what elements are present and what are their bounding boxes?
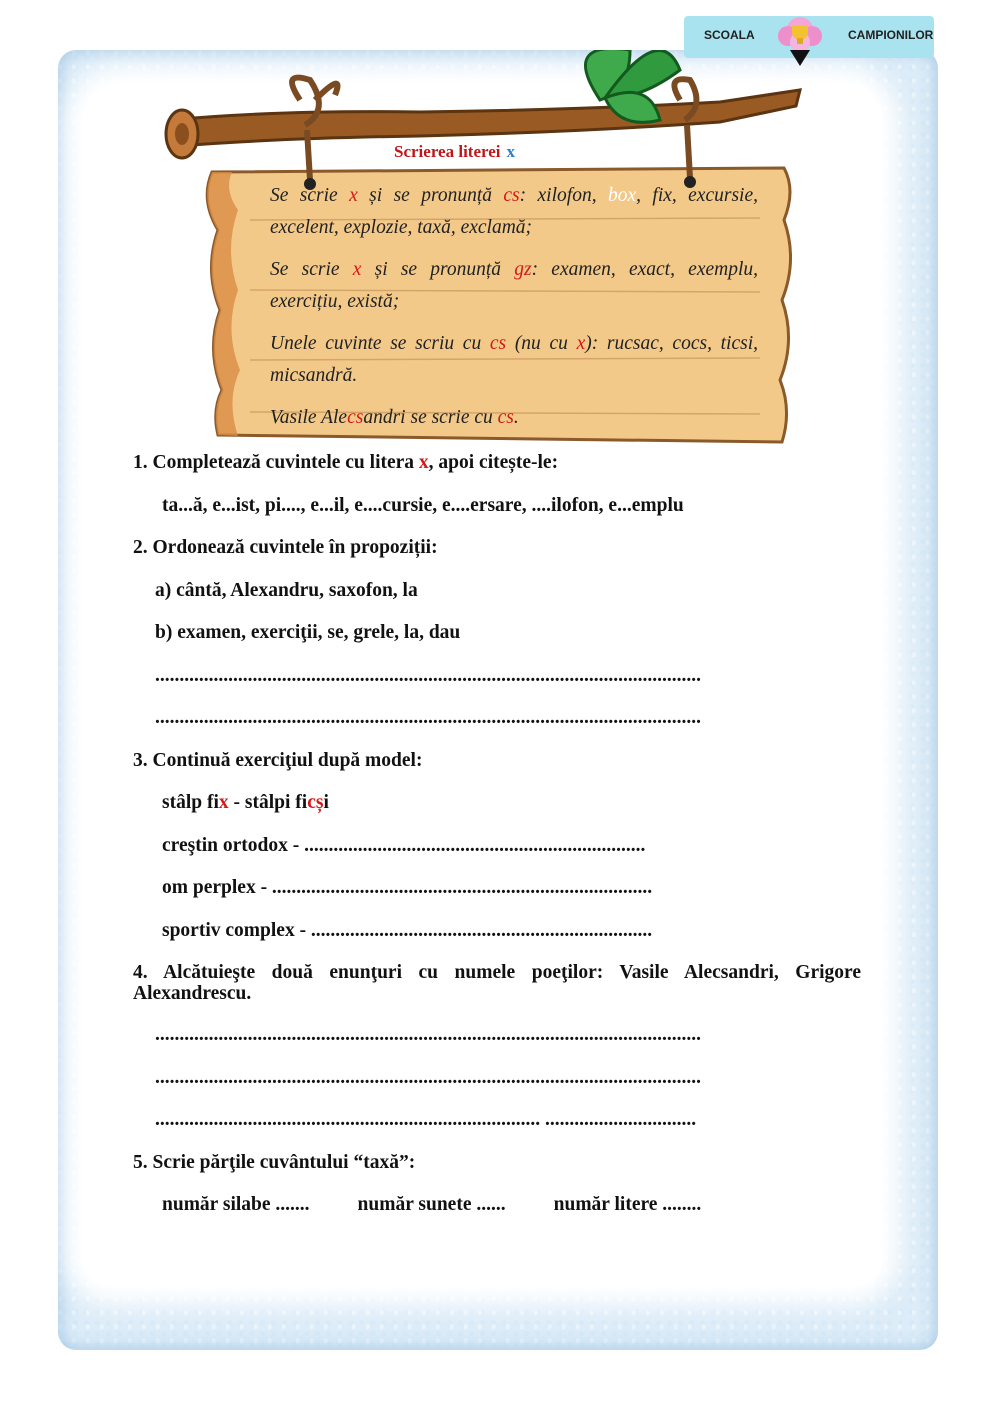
sign-title-letter: x bbox=[506, 142, 516, 161]
highlight-cs: cs bbox=[503, 185, 520, 206]
syllable-count-field[interactable]: număr silabe ....... bbox=[162, 1194, 310, 1215]
highlight-x: x bbox=[418, 452, 429, 473]
exercise-3-title: 3. Continuă exerciţiul după model: bbox=[133, 749, 423, 771]
logo-left-text: SCOALA bbox=[704, 28, 755, 42]
answer-line[interactable]: ............................................................................... ............................... bbox=[155, 1109, 697, 1130]
text-span: , fix, excursie, excelent, explozie, taxă, exclamă; bbox=[270, 185, 758, 238]
exercise-5-title: 5. Scrie părţile cuvântului “taxă”: bbox=[133, 1151, 416, 1173]
answer-line[interactable]: ................................................................................................................ bbox=[155, 1024, 701, 1045]
sign-title-text: Scrierea literei bbox=[394, 142, 501, 161]
answer-line[interactable]: ................................................................................................................ bbox=[155, 664, 701, 686]
logo-right-text: CAMPIONILOR bbox=[848, 28, 934, 42]
text-span: , apoi citește-le: bbox=[428, 452, 559, 473]
exercise-2-a: a) cântă, Alexandru, saxofon, la bbox=[155, 579, 418, 601]
highlight-x: x bbox=[352, 259, 362, 280]
text-span: : examen, exact, exemplu, exercițiu, există; bbox=[270, 259, 758, 312]
highlight-gz: gz bbox=[514, 259, 532, 280]
answer-line[interactable]: ................................................................................................................ bbox=[155, 707, 701, 728]
rule-cs bbox=[270, 180, 758, 244]
rule-exceptions bbox=[270, 328, 758, 392]
rule-alecsandri bbox=[270, 402, 758, 434]
sound-count-field[interactable]: număr sunete ...... bbox=[357, 1194, 506, 1215]
highlight-cs: cs bbox=[497, 407, 514, 428]
answer-line[interactable]: ................................................................................................................ bbox=[155, 1066, 701, 1088]
rule-gz bbox=[270, 254, 758, 318]
highlight-x: x bbox=[576, 333, 586, 354]
highlight-cs: cs bbox=[347, 407, 364, 428]
text-span: și se pronunță bbox=[361, 259, 515, 280]
letter-count-field[interactable]: număr litere ........ bbox=[553, 1194, 702, 1215]
exercises bbox=[133, 452, 861, 1237]
text-span: - stâlpi fi bbox=[228, 792, 308, 813]
rule-text bbox=[270, 180, 758, 444]
exercise-5-fields bbox=[133, 1194, 861, 1237]
exercise-3-item-1[interactable]: creştin ortodox - ...................................................................... bbox=[162, 834, 646, 856]
sign-title bbox=[394, 142, 515, 162]
highlight-cs: cs bbox=[489, 333, 507, 354]
exercise-3-model bbox=[133, 792, 861, 835]
text-span: Se scrie bbox=[270, 185, 350, 206]
exercise-4-title: 4. Alcătuieşte două enunţuri cu numele poeţilor: Vasile Alecsandri, Grigore Alexandrescu. bbox=[133, 962, 861, 1004]
text-span: și se pronunță bbox=[357, 185, 504, 206]
text-span: andri se scrie cu bbox=[363, 407, 498, 428]
text-span: Se scrie bbox=[270, 259, 353, 280]
text-span: ): rucsac, cocs, ticsi, micsandră. bbox=[270, 333, 759, 386]
text-span: i bbox=[323, 792, 329, 813]
text-span: (nu cu bbox=[506, 333, 577, 354]
text-span: . bbox=[513, 407, 519, 428]
exercise-3-item-2[interactable]: om perplex - .............................................................................. bbox=[162, 877, 653, 898]
text-span: stâlp fi bbox=[162, 792, 219, 813]
exercise-1-title bbox=[133, 452, 861, 495]
text-span: : xilofon, bbox=[519, 185, 608, 206]
highlight-x: x bbox=[349, 185, 358, 206]
exercise-3-item-3[interactable]: sportiv complex - ...................................................................... bbox=[162, 919, 653, 941]
highlight-cs: cș bbox=[307, 792, 324, 813]
text-span: 1. Completează cuvintele cu litera bbox=[133, 452, 419, 473]
exercise-2-title: 2. Ordonează cuvintele în propoziții: bbox=[133, 537, 438, 558]
word-box: box bbox=[607, 185, 637, 206]
text-span: Vasile Ale bbox=[270, 407, 348, 428]
exercise-2-b: b) examen, exerciţii, se, grele, la, dau bbox=[155, 622, 461, 643]
highlight-x: x bbox=[218, 792, 229, 813]
exercise-1-words[interactable]: ta...ă, e...ist, pi...., e...il, e....cursie, e....ersare, ....ilofon, e...emplu bbox=[162, 494, 684, 516]
text-span: Unele cuvinte se scriu cu bbox=[270, 333, 490, 354]
